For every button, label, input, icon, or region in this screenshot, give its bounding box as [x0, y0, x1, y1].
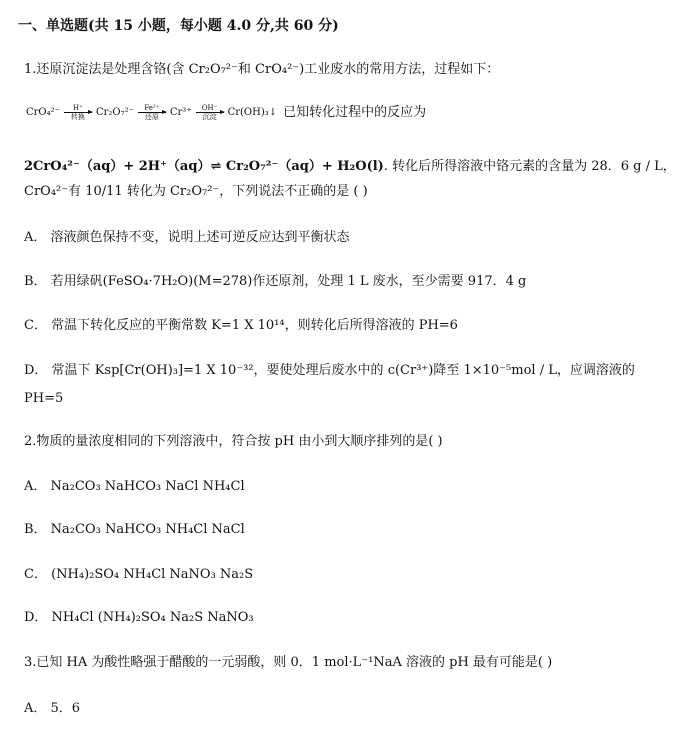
- scheme-arrow-3-reagent: OH⁻: [201, 103, 218, 112]
- q2-option-a: A． Na₂CO₃ NaHCO₃ NaCl NH₄Cl: [24, 479, 245, 494]
- q2-option-c: C． (NH₄)₂SO₄ NH₄Cl NaNO₃ Na₂S: [24, 567, 254, 582]
- q3-option-a: A． 5．6: [24, 701, 81, 716]
- scheme-species-hydroxide: Cr(OH)₃↓: [227, 107, 278, 118]
- q1-stem: 1.还原沉淀法是处理含铬(含 Cr₂O₇²⁻和 CrO₄²⁻)工业废水的常用方法，过程如下：: [24, 62, 500, 77]
- scheme-species-chromium-ion: Cr³⁺: [169, 107, 192, 118]
- scheme-arrow-2-reagent: Fe²⁺: [144, 103, 160, 112]
- q3-stem: 3.已知 HA 为酸性略强于醋酸的一元弱酸，则 0．1 mol·L⁻¹NaA 溶液的 pH 最有可能是( ): [24, 655, 553, 670]
- scheme-tail-text: 已知转化过程中的反应为: [283, 105, 427, 120]
- q2-stem: 2.物质的量浓度相同的下列溶液中，符合按 pH 由小到大顺序排列的是( ): [24, 434, 443, 449]
- scheme-arrow-2: [138, 104, 166, 121]
- q2-option-d: D． NH₄Cl (NH₄)₂SO₄ Na₂S NaNO₃: [24, 610, 254, 625]
- q1-option-c: C． 常温下转化反应的平衡常数 K=1 X 10¹⁴，则转化后所得溶液的 PH=6: [24, 318, 458, 333]
- scheme-arrow-3: [196, 104, 224, 121]
- scheme-arrow-1: [64, 104, 92, 121]
- q1-reaction-scheme: [24, 104, 426, 122]
- scheme-arrow-3-step: 沉淀: [202, 112, 217, 121]
- q1-option-d: D． 常温下 Ksp[Cr(OH)₃]=1 X 10⁻³²，要使处理后废水中的 c(Cr³⁺)降至 1×10⁻⁵mol / L，应调溶液的: [24, 363, 635, 378]
- q1-option-d-cont: PH=5: [24, 391, 64, 406]
- q1-option-a: A． 溶液颜色保持不变，说明上述可逆反应达到平衡状态: [24, 230, 350, 245]
- q2-option-b: B． Na₂CO₃ NaHCO₃ NH₄Cl NaCl: [24, 522, 245, 537]
- q1-option-b: B． 若用绿矾(FeSO₄·7H₂O)(M=278)作还原剂，处理 1 L 废水，至少需要 917．4 g: [24, 274, 527, 289]
- q1-equation-line: [24, 158, 676, 176]
- scheme-arrow-1-reagent: H⁺: [73, 103, 83, 112]
- q1-equation: 2CrO₄²⁻（aq）+ 2H⁺（aq）⇌ Cr₂O₇²⁻（aq）+ H₂O(l): [24, 159, 384, 174]
- section-title: 一、单选题(共 15 小题，每小题 4.0 分,共 60 分): [18, 18, 339, 34]
- scheme-species-chromate: CrO₄²⁻: [26, 107, 60, 118]
- scheme-species-dichromate: Cr₂O₇²⁻: [95, 107, 134, 118]
- q1-equation-tail: . 转化后所得溶液中铬元素的含量为 28．6 g / L，: [383, 159, 676, 174]
- scheme-arrow-1-step: 转换: [70, 112, 85, 121]
- q1-stem-cont: CrO₄²⁻有 10/11 转化为 Cr₂O₇²⁻，下列说法不正确的是 ( ): [24, 184, 368, 199]
- scheme-arrow-2-step: 还原: [144, 112, 159, 121]
